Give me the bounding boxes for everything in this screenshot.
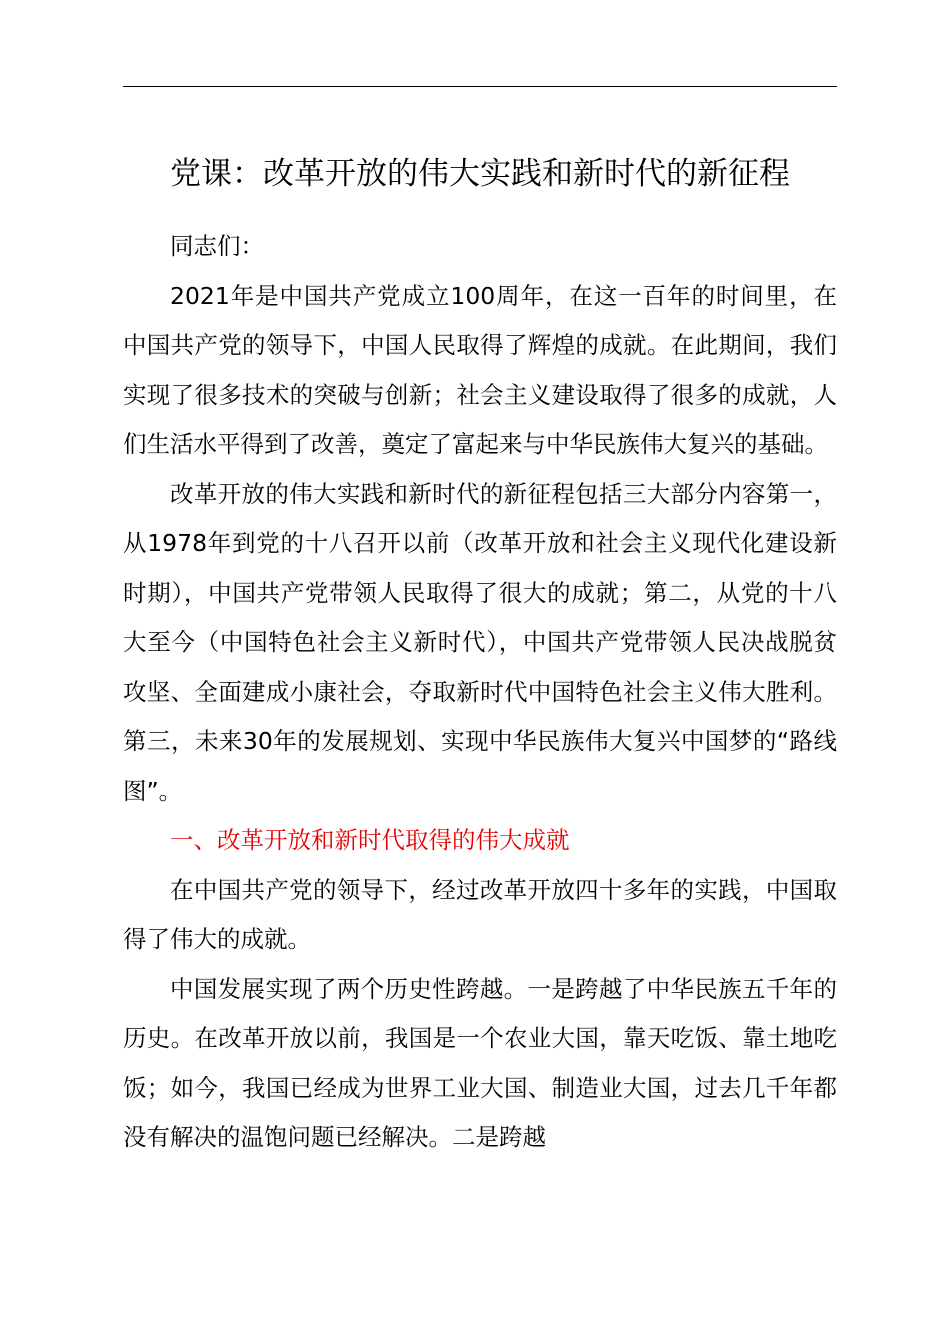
history-paragraph: 中国发展实现了两个历史性跨越。一是跨越了中华民族五千年的历史。在改革开放以前，我国是一个农业大国，靠天吃饭、靠土地吃饭；如今，我国已经成为世界工业大国、制造业大国，过去几千年都没有解决的温饱问题已经解决。二是跨越 xyxy=(123,974,837,1151)
intro-paragraph: 2021年是中国共产党成立100周年，在这一百年的时间里，在中国共产党的领导下，中国人民取得了辉煌的成就。在此期间，我们实现了很多技术的突破与创新；社会主义建设取得了很多的成就，人们生活水平得到了改善，奠定了富起来与中华民族伟大复兴的基础。 xyxy=(123,281,837,458)
document-title: 党课：改革开放的伟大实践和新时代的新征程 xyxy=(170,156,790,192)
achievement-paragraph: 在中国共产党的领导下，经过改革开放四十多年的实践，中国取得了伟大的成就。 xyxy=(123,875,837,953)
section-heading-1: 一、改革开放和新时代取得的伟大成就 xyxy=(170,826,570,854)
header-rule xyxy=(123,86,837,87)
salutation-paragraph: 同志们： xyxy=(170,232,264,260)
document-body xyxy=(123,222,837,1163)
overview-paragraph: 改革开放的伟大实践和新时代的新征程包括三大部分内容第一，从1978年到党的十八召开以前（改革开放和社会主义现代化建设新时期），中国共产党带领人民取得了很大的成就；第二，从党的十八大至今（中国特色社会主义新时代），中国共产党带领人民决战脱贫攻坚、全面建成小康社会，夺取新时代中国特色社会主义伟大胜利。第三，未来30年的发展规划、实现中华民族伟大复兴中国梦的“路线图”。 xyxy=(123,479,837,805)
